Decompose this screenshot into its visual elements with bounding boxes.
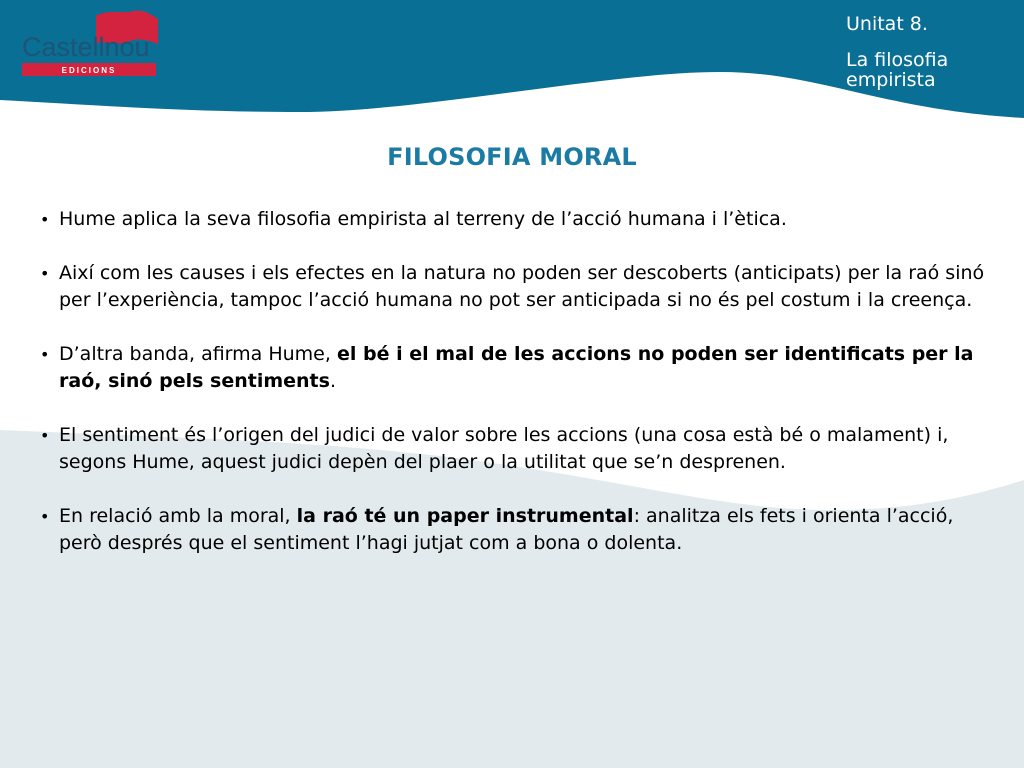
bullet-dot: • [40, 210, 50, 229]
logo-subtext: EDICIONS [61, 66, 117, 75]
bullet-bold-text: la raó té un paper instrumental [296, 505, 634, 527]
bullet-text-end: : analitza els fets i orienta l’acció, però després que el sentiment l’hagi jutjat com a bona o dolenta. [59, 505, 954, 554]
bullet-text-end: . [329, 370, 336, 392]
bullet-item [40, 422, 1000, 476]
bullet-text: Hume aplica la seva filosofia empirista al terreny de l’acció humana i l’ètica. [59, 208, 787, 230]
bullet-bold-text: el bé i el mal de les accions no poden ser identificats per la raó, sinó pels sentiments [59, 343, 974, 392]
unit-title: La filosofia empirista [846, 49, 949, 91]
slide-title: FILOSOFIA MORAL [387, 143, 637, 171]
bullet-dot: • [40, 345, 50, 364]
bullet-text: En relació amb la moral, [59, 505, 297, 527]
unit-label [846, 14, 1016, 90]
bullet-list [40, 206, 1000, 584]
bullet-text: El sentiment és l’origen del judici de valor sobre les accions (una cosa està bé o malament) i, segons Hume, aquest judici depèn del plaer o la utilitat que se’n desprenen. [59, 424, 949, 473]
bullet-text: D’altra banda, afirma Hume, [59, 343, 337, 365]
bullet-dot: • [40, 264, 50, 283]
bullet-text: Així com les causes i els efectes en la natura no poden ser descoberts (anticipats) per la raó sinó per l’experiència, tampoc l’acció humana no pot ser anticipada si no és pel costum i la creença. [59, 262, 985, 311]
unit-number: Unitat 8. [846, 13, 928, 35]
bullet-item [40, 503, 1000, 557]
bullet-item [40, 206, 1000, 233]
bullet-dot: • [40, 507, 50, 526]
logo-text: Castellnou [22, 32, 150, 62]
castellnou-logo [22, 10, 162, 80]
bullet-dot: • [40, 426, 50, 445]
bullet-item [40, 341, 1000, 395]
bullet-item [40, 260, 1000, 314]
